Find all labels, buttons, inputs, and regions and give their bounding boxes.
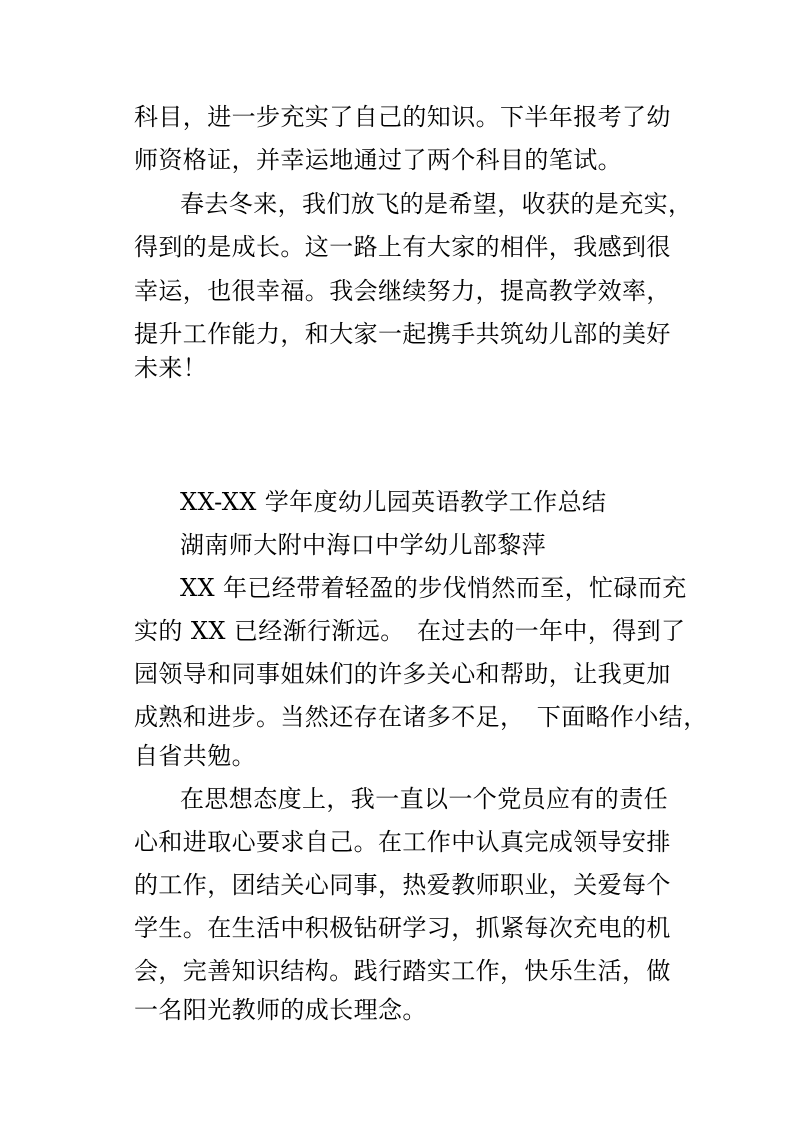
paragraph-line: 未来！ [134, 354, 208, 382]
paragraph-line: 得到的是成长。这一路上有大家的相伴，我感到很 [134, 233, 671, 261]
section-title: XX-XX 学年度幼儿园英语教学工作总结 [180, 488, 607, 516]
paragraph-line: XX 年已经带着轻盈的步伐悄然而至，忙碌而充 [180, 574, 687, 602]
paragraph-line: 学生。在生活中积极钻研学习，抓紧每次充电的机 [134, 914, 671, 942]
paragraph-line: 科目，进一步充实了自己的知识。下半年报考了幼 [134, 103, 671, 131]
paragraph-line: 的工作，团结关心同事，热爱教师职业，关爱每个 [134, 871, 671, 899]
author-line: 湖南师大附中海口中学幼儿部黎萍 [180, 531, 546, 559]
paragraph-line: 师资格证，并幸运地通过了两个科目的笔试。 [134, 146, 622, 174]
paragraph-line: 园领导和同事姐妹们的许多关心和帮助，让我更加 [134, 660, 671, 688]
paragraph-line: 一名阳光教师的成长理念。 [134, 996, 427, 1024]
paragraph-line: 心和进取心要求自己。在工作中认真完成领导安排 [134, 828, 671, 856]
paragraph-line: 成熟和进步。当然还存在诸多不足， 下面略作小结， [134, 703, 708, 731]
paragraph-line: 实的 XX 已经渐行渐远。 在过去的一年中，得到了 [134, 617, 686, 645]
paragraph-line: 自省共勉。 [134, 742, 256, 770]
paragraph-line: 在思想态度上，我一直以一个党员应有的责任 [180, 785, 668, 813]
paragraph-line: 幸运，也很幸福。我会继续努力，提高教学效率， [134, 277, 671, 305]
paragraph-line: 提升工作能力，和大家一起携手共筑幼儿部的美好 [134, 320, 671, 348]
paragraph-line: 会，完善知识结构。践行踏实工作，快乐生活，做 [134, 957, 671, 985]
paragraph-line: 春去冬来，我们放飞的是希望，收获的是充实， [180, 190, 693, 218]
